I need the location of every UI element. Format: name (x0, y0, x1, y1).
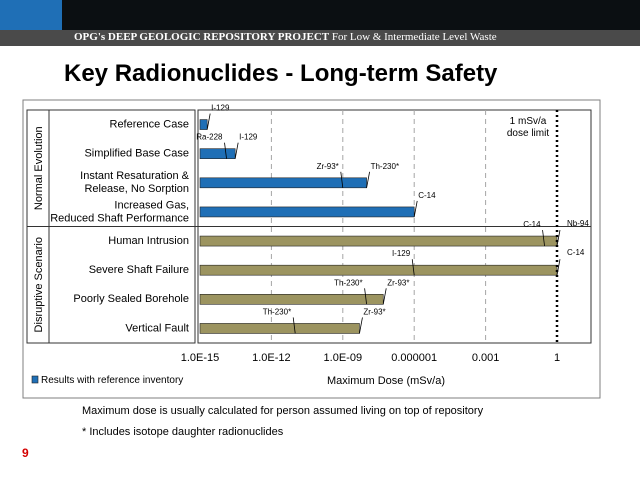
category-label: Increased Gas, (114, 199, 189, 212)
annotation-label: I-129 (239, 132, 258, 142)
annotation-label: Zr-93* (363, 307, 386, 317)
x-tick-label: 1.0E-09 (323, 352, 363, 364)
x-tick-label: 1.0E-15 (180, 352, 220, 364)
x-tick-label: 0.000001 (391, 352, 438, 364)
annotation-label: I-129 (391, 249, 411, 259)
annotation-label: I-129 (211, 103, 230, 113)
category-label: Release, No Sorption (84, 183, 189, 196)
category-label: Reduced Shaft Performance (50, 212, 189, 225)
annotation-label: C-14 (418, 190, 436, 200)
group-label: Normal Evolution (32, 126, 45, 211)
annotation-label: Nb-94 (567, 219, 589, 229)
annotation-label: Th-230* (262, 307, 292, 317)
category-label: Simplified Base Case (84, 147, 189, 160)
category-label: Reference Case (109, 118, 189, 131)
category-label: Human Intrusion (108, 234, 189, 247)
subtitle-rest: For Low & Intermediate Level Waste (331, 31, 497, 43)
category-label: Severe Shaft Failure (88, 264, 189, 277)
legend-label: Results with reference inventory (41, 375, 184, 386)
slide-number: 9 (22, 446, 29, 460)
dose-limit-label: dose limit (506, 128, 550, 139)
bar (200, 294, 383, 304)
category-label: Vertical Fault (125, 322, 189, 335)
group-label: Disruptive Scenario (32, 237, 45, 333)
subtitle-bold: OPG's DEEP GEOLOGIC REPOSITORY PROJECT (74, 31, 330, 43)
annotation-label: Th-230* (370, 161, 400, 171)
bar (200, 323, 359, 333)
bar (200, 236, 557, 246)
annotation-label: Th-230* (334, 278, 363, 288)
bar (200, 149, 235, 159)
x-tick-label: 0.001 (471, 352, 500, 364)
note-max-dose: Maximum dose is usually calculated for person assumed living on top of repository (82, 405, 484, 417)
x-tick-label: 1.0E-12 (252, 352, 291, 364)
bar (200, 120, 207, 130)
slide-title: Key Radionuclides - Long-term Safety (64, 60, 498, 87)
bar (200, 265, 557, 275)
annotation-label: C-14 (523, 220, 541, 230)
category-label: Instant Resaturation & (80, 170, 189, 183)
note-daughter-nuclides: * Includes isotope daughter radionuclides (82, 426, 284, 438)
x-tick-label: 1 (553, 352, 561, 364)
annotation-label: C-14 (567, 248, 585, 258)
x-axis-title: Maximum Dose (mSv/a) (327, 375, 445, 387)
category-label: Poorly Sealed Borehole (73, 293, 189, 306)
annotation-label: Zr-93* (387, 278, 410, 288)
legend-swatch (32, 376, 38, 383)
dose-limit-label: 1 mSv/a (509, 116, 547, 127)
bar (200, 207, 414, 217)
annotation-label: Ra-228 (196, 132, 223, 142)
annotation-label: Zr-93* (316, 161, 339, 171)
